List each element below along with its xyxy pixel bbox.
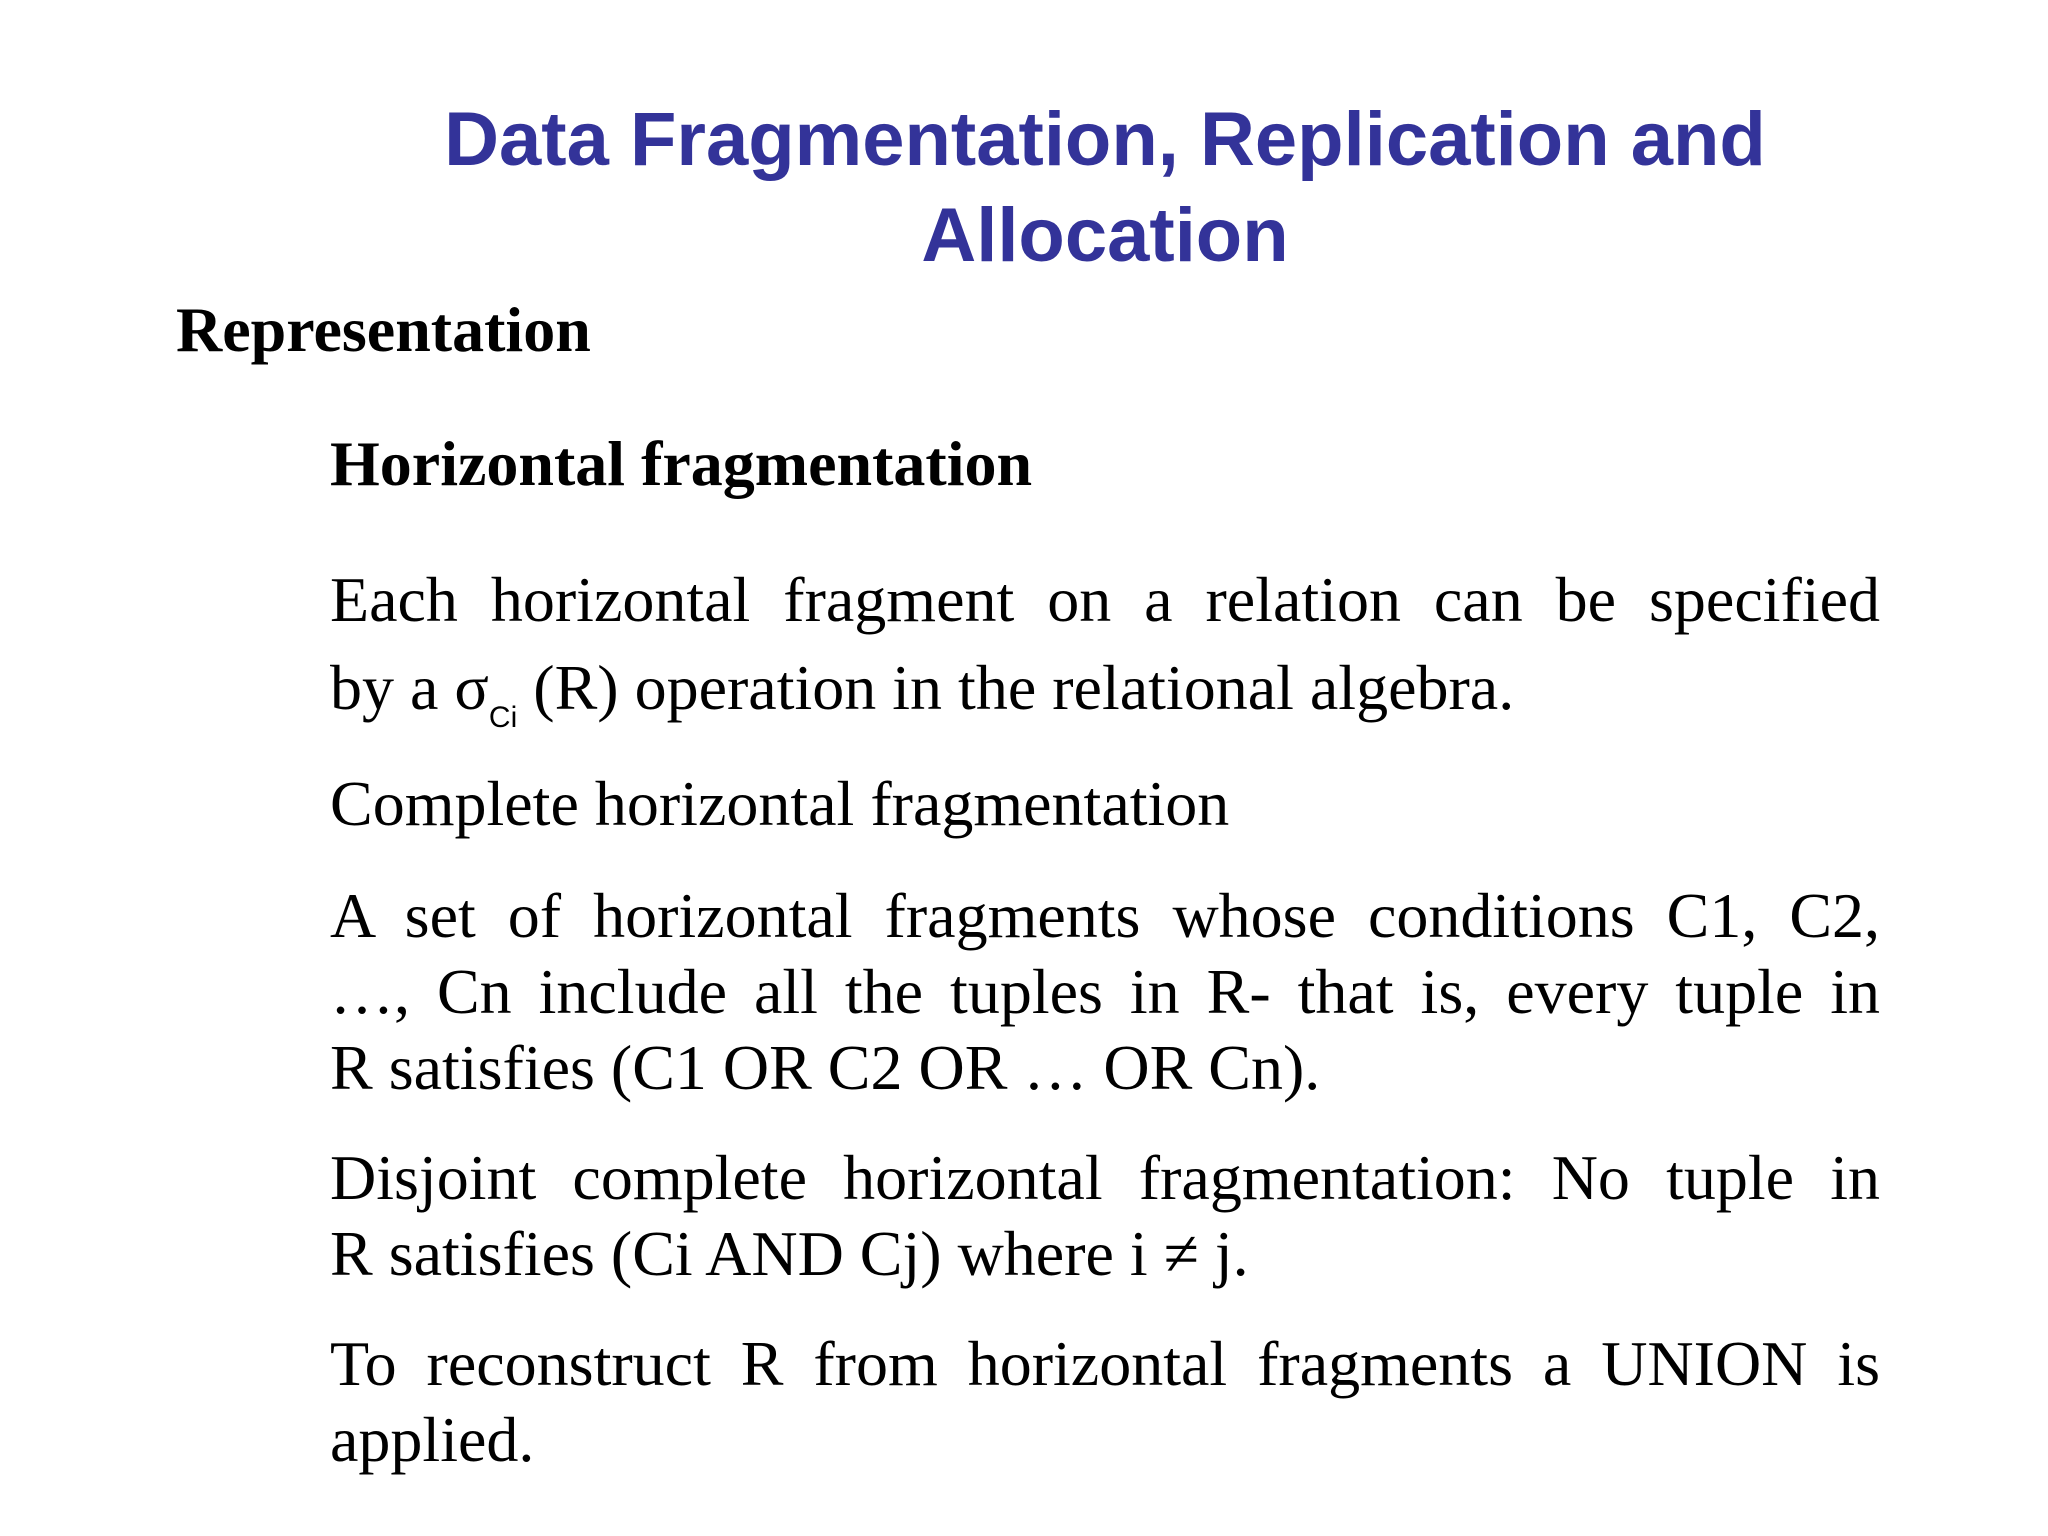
paragraph-reconstruction (330, 1326, 1880, 1478)
selection-suffix: (R) operation in the relational algebra. (517, 652, 1515, 723)
paragraph-line: Disjoint complete horizontal fragmentation: No tuple in (330, 1142, 1880, 1213)
paragraph-line: To reconstruct R from horizontal fragments a UNION is (330, 1328, 1880, 1399)
paragraph-complete-fragmentation-definition (330, 878, 1880, 1106)
slide-title-line-1: Data Fragmentation, Replication and (444, 97, 1766, 182)
paragraph-line: R satisfies (Ci AND Cj) where i ≠ j. (330, 1218, 1249, 1289)
sub-heading: Horizontal fragmentation (330, 428, 1033, 499)
selection-prefix: by a σ (330, 652, 489, 723)
paragraph-line: Each horizontal fragment on a relation can be specified (330, 564, 1880, 635)
paragraph-disjoint-fragmentation (330, 1140, 1880, 1292)
slide-title (300, 92, 1910, 284)
slide-title-line-2: Allocation (921, 193, 1289, 278)
paragraph-complete-fragmentation-heading (330, 764, 1880, 844)
section-heading: Representation (176, 294, 591, 365)
selection-subscript: Ci (488, 701, 518, 734)
paragraph-line-with-selection-operator (330, 644, 1880, 762)
paragraph-line: A set of horizontal fragments whose conditions C1, C2, (330, 880, 1880, 951)
paragraph-line: applied. (330, 1404, 535, 1475)
paragraph-horizontal-fragment-definition (330, 556, 1880, 762)
paragraph-line: R satisfies (C1 OR C2 OR … OR Cn). (330, 1032, 1321, 1103)
paragraph-line: …, Cn include all the tuples in R- that is, every tuple in (330, 956, 1880, 1027)
paragraph-line: Complete horizontal fragmentation (330, 768, 1230, 839)
